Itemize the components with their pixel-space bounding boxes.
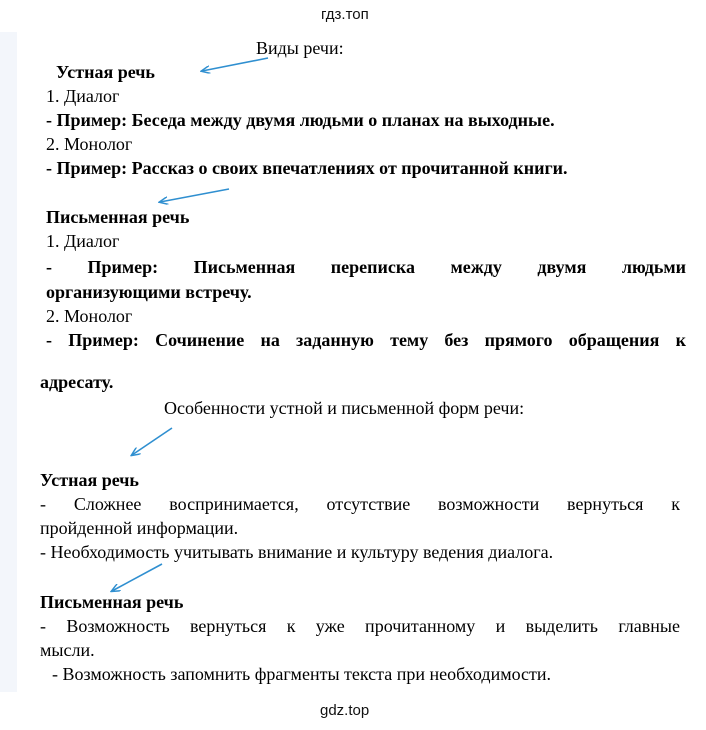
- oral-feature1-line1: - Сложнее воспринимается, отсутствие возможности вернуться к: [40, 494, 680, 514]
- written-speech-heading: Письменная речь: [46, 207, 190, 227]
- watermark-bottom: gdz.top: [320, 702, 370, 719]
- oral-feature1-line2: пройденной информации.: [40, 518, 239, 538]
- written-dialog-example-line1: - Пример: Письменная переписка между двумя людьми: [46, 257, 686, 277]
- oral-dialog-item: 1. Диалог: [46, 86, 120, 106]
- written-monolog-example-line1: - Пример: Сочинение на заданную тему без прямого обращения к: [46, 330, 686, 350]
- written-feature2: - Возможность запомнить фрагменты текста при необходимости.: [52, 664, 552, 684]
- written-feature1-line2: мысли.: [40, 640, 95, 660]
- watermark-top: гдз.топ: [321, 6, 369, 23]
- oral-speech-heading: Устная речь: [56, 62, 155, 82]
- section2-title: Особенности устной и письменной форм речи:: [164, 398, 525, 418]
- oral-feature2: - Необходимость учитывать внимание и культуру ведения диалога.: [40, 542, 554, 562]
- section1-title: Виды речи:: [256, 38, 344, 58]
- written-feature1-line1: - Возможность вернуться к уже прочитанному и выделить главные: [40, 616, 680, 636]
- written-dialog-example-line2: организующими встречу.: [46, 282, 252, 302]
- oral-features-heading: Устная речь: [40, 470, 139, 490]
- arrow-icon: [202, 58, 268, 71]
- arrow-icon: [160, 189, 229, 202]
- oral-dialog-example: - Пример: Беседа между двумя людьми о планах на выходные.: [46, 110, 555, 130]
- oral-monolog-example: - Пример: Рассказ о своих впечатлениях от прочитанной книги.: [46, 158, 568, 178]
- written-monolog-example-line2: адресату.: [40, 372, 114, 392]
- oral-monolog-item: 2. Монолог: [46, 134, 133, 154]
- written-monolog-item: 2. Монолог: [46, 306, 133, 326]
- arrow-icon: [132, 428, 172, 455]
- arrow-icon: [112, 564, 162, 591]
- written-dialog-item: 1. Диалог: [46, 231, 120, 251]
- written-features-heading: Письменная речь: [40, 592, 184, 612]
